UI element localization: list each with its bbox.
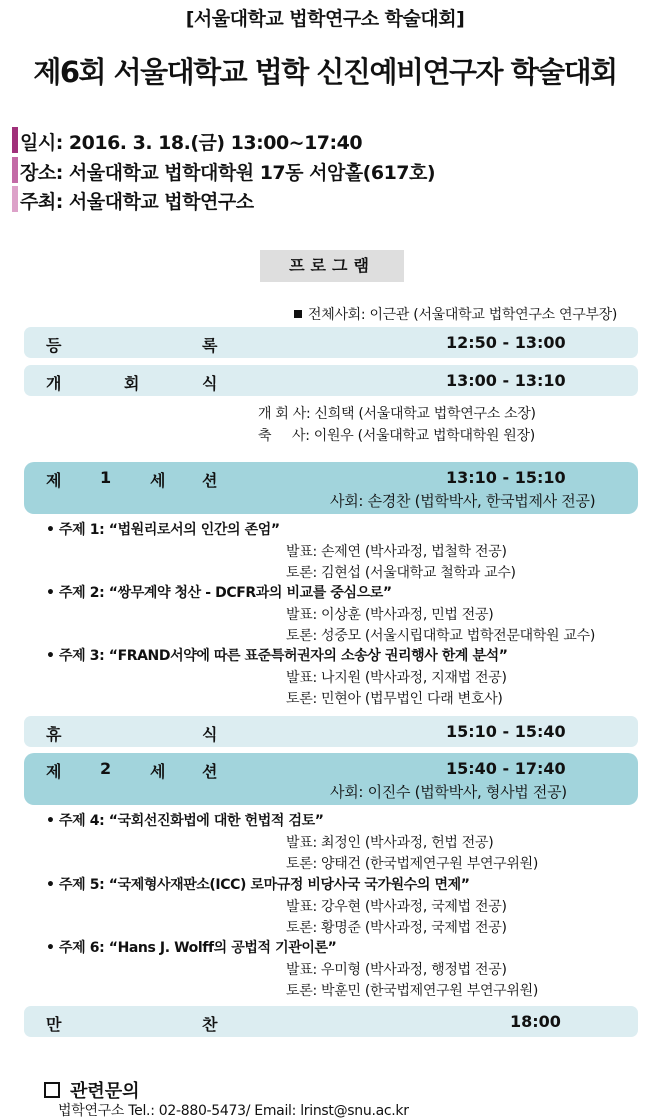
session1-chair: 사회: 손경찬 (법학박사, 한국법제사 전공) (330, 492, 596, 510)
discussant: 토론: 민현아 (법무법인 다래 변호사) (286, 691, 503, 707)
topic-title: 주제 1: “법원리로서의 인간의 존엄” (59, 522, 280, 538)
registration-bar (24, 327, 638, 358)
opening-address: 개 회 사: 신희택 (서울대학교 법학연구소 소장) (258, 406, 536, 422)
session1-time: 13:10 - 15:10 (446, 468, 566, 487)
contact-heading: 관련문의 (70, 1081, 140, 1102)
registration-label: 등 (46, 336, 62, 355)
session2-topic-4: • 주제 4: “국회선진화법에 대한 헌법적 검토” (46, 813, 324, 829)
info-venue-text: 장소: 서울대학교 법학대학원 17동 서암홀(617호) (20, 162, 436, 184)
info-date (12, 128, 362, 155)
break-label: 휴 (46, 725, 62, 744)
session2-label: 제 (46, 762, 62, 781)
opening-bar (24, 365, 638, 396)
presenter: 발표: 손제연 (박사과정, 법철학 전공) (286, 544, 507, 560)
session2-time: 15:40 - 17:40 (446, 759, 566, 778)
accent-bar (12, 127, 18, 153)
opening-time: 13:00 - 13:10 (446, 371, 566, 390)
break-label-2: 식 (202, 725, 218, 744)
square-bullet-icon (294, 310, 302, 318)
discussant: 토론: 성중모 (서울시립대학교 법학전문대학원 교수) (286, 628, 596, 644)
discussant: 토론: 박훈민 (한국법제연구원 부연구위원) (286, 983, 538, 999)
dinner-label: 만 (46, 1015, 62, 1034)
presenter: 발표: 강우현 (박사과정, 국제법 전공) (286, 899, 507, 915)
contact-line: 법학연구소 Tel.: 02-880-5473/ Email: lrinst@snu.ac.kr (58, 1103, 409, 1119)
opening-label-3: 식 (202, 374, 218, 393)
discussant: 토론: 양태건 (한국법제연구원 부연구위원) (286, 856, 538, 872)
checkbox-square-icon (44, 1082, 60, 1098)
topic-title: 주제 4: “국회선진화법에 대한 헌법적 검토” (59, 813, 324, 829)
session1-label-4: 션 (202, 471, 218, 490)
session2-label-4: 션 (202, 762, 218, 781)
dinner-time: 18:00 (510, 1012, 561, 1031)
event-subtitle: [서울대학교 법학연구소 학술대회] (185, 8, 465, 30)
registration-time: 12:50 - 13:00 (446, 333, 566, 352)
overall-moderator (294, 304, 617, 324)
dinner-bar (24, 1006, 638, 1037)
break-bar (24, 716, 638, 747)
topic-title: 주제 3: “FRAND서약에 따른 표준특허권자의 소송상 권리행사 한계 분석” (59, 648, 508, 664)
accent-bar (12, 157, 18, 183)
session2-bar (24, 753, 638, 805)
discussant: 토론: 황명준 (박사과정, 국제법 전공) (286, 920, 507, 936)
session2-topic-5: • 주제 5: “국제형사재판소(ICC) 로마규정 비당사국 국가원수의 면제” (46, 877, 470, 893)
presenter: 발표: 우미형 (박사과정, 행정법 전공) (286, 962, 507, 978)
registration-label-2: 록 (202, 336, 218, 355)
opening-label: 개 (46, 374, 62, 393)
presenter: 발표: 나지원 (박사과정, 지재법 전공) (286, 670, 507, 686)
session2-topic-6: • 주제 6: “Hans J. Wolff의 공법적 기관이론” (46, 940, 337, 956)
discussant: 토론: 김현섭 (서울대학교 철학과 교수) (286, 565, 516, 581)
session2-label-3: 세 (150, 762, 166, 781)
session1-label-3: 세 (150, 471, 166, 490)
session1-bar (24, 462, 638, 514)
break-time: 15:10 - 15:40 (446, 722, 566, 741)
accent-bar (12, 186, 18, 212)
session1-topic-2: • 주제 2: “쌍무계약 청산 - DCFR과의 비교를 중심으로” (46, 585, 392, 601)
opening-label-2: 회 (124, 374, 140, 393)
info-host-text: 주최: 서울대학교 법학연구소 (20, 191, 254, 213)
congratulatory-address: 축 사: 이원우 (서울대학교 법학대학원 원장) (258, 428, 535, 444)
presenter: 발표: 최정인 (박사과정, 헌법 전공) (286, 835, 494, 851)
topic-title: 주제 5: “국제형사재판소(ICC) 로마규정 비당사국 국가원수의 면제” (59, 877, 470, 893)
session2-chair: 사회: 이진수 (법학박사, 형사법 전공) (330, 783, 567, 801)
info-venue (12, 158, 435, 185)
session1-label-2: 1 (100, 468, 112, 487)
presenter: 발표: 이상훈 (박사과정, 민법 전공) (286, 607, 494, 623)
info-host (12, 187, 254, 214)
overall-moderator-text: 전체사회: 이근관 (서울대학교 법학연구소 연구부장) (308, 307, 618, 323)
session2-label-2: 2 (100, 759, 112, 778)
topic-title: 주제 6: “Hans J. Wolff의 공법적 기관이론” (59, 940, 337, 956)
event-title: 제6회 서울대학교 법학 신진예비연구자 학술대회 (33, 55, 617, 89)
info-date-text: 일시: 2016. 3. 18.(금) 13:00~17:40 (20, 132, 363, 154)
dinner-label-2: 찬 (202, 1015, 218, 1034)
session1-topic-1: • 주제 1: “법원리로서의 인간의 존엄” (46, 522, 280, 538)
program-heading: 프로그램 (260, 250, 404, 282)
session1-label: 제 (46, 471, 62, 490)
topic-title: 주제 2: “쌍무계약 청산 - DCFR과의 비교를 중심으로” (59, 585, 392, 601)
session1-topic-3: • 주제 3: “FRAND서약에 따른 표준특허권자의 소송상 권리행사 한계 분석” (46, 648, 508, 664)
